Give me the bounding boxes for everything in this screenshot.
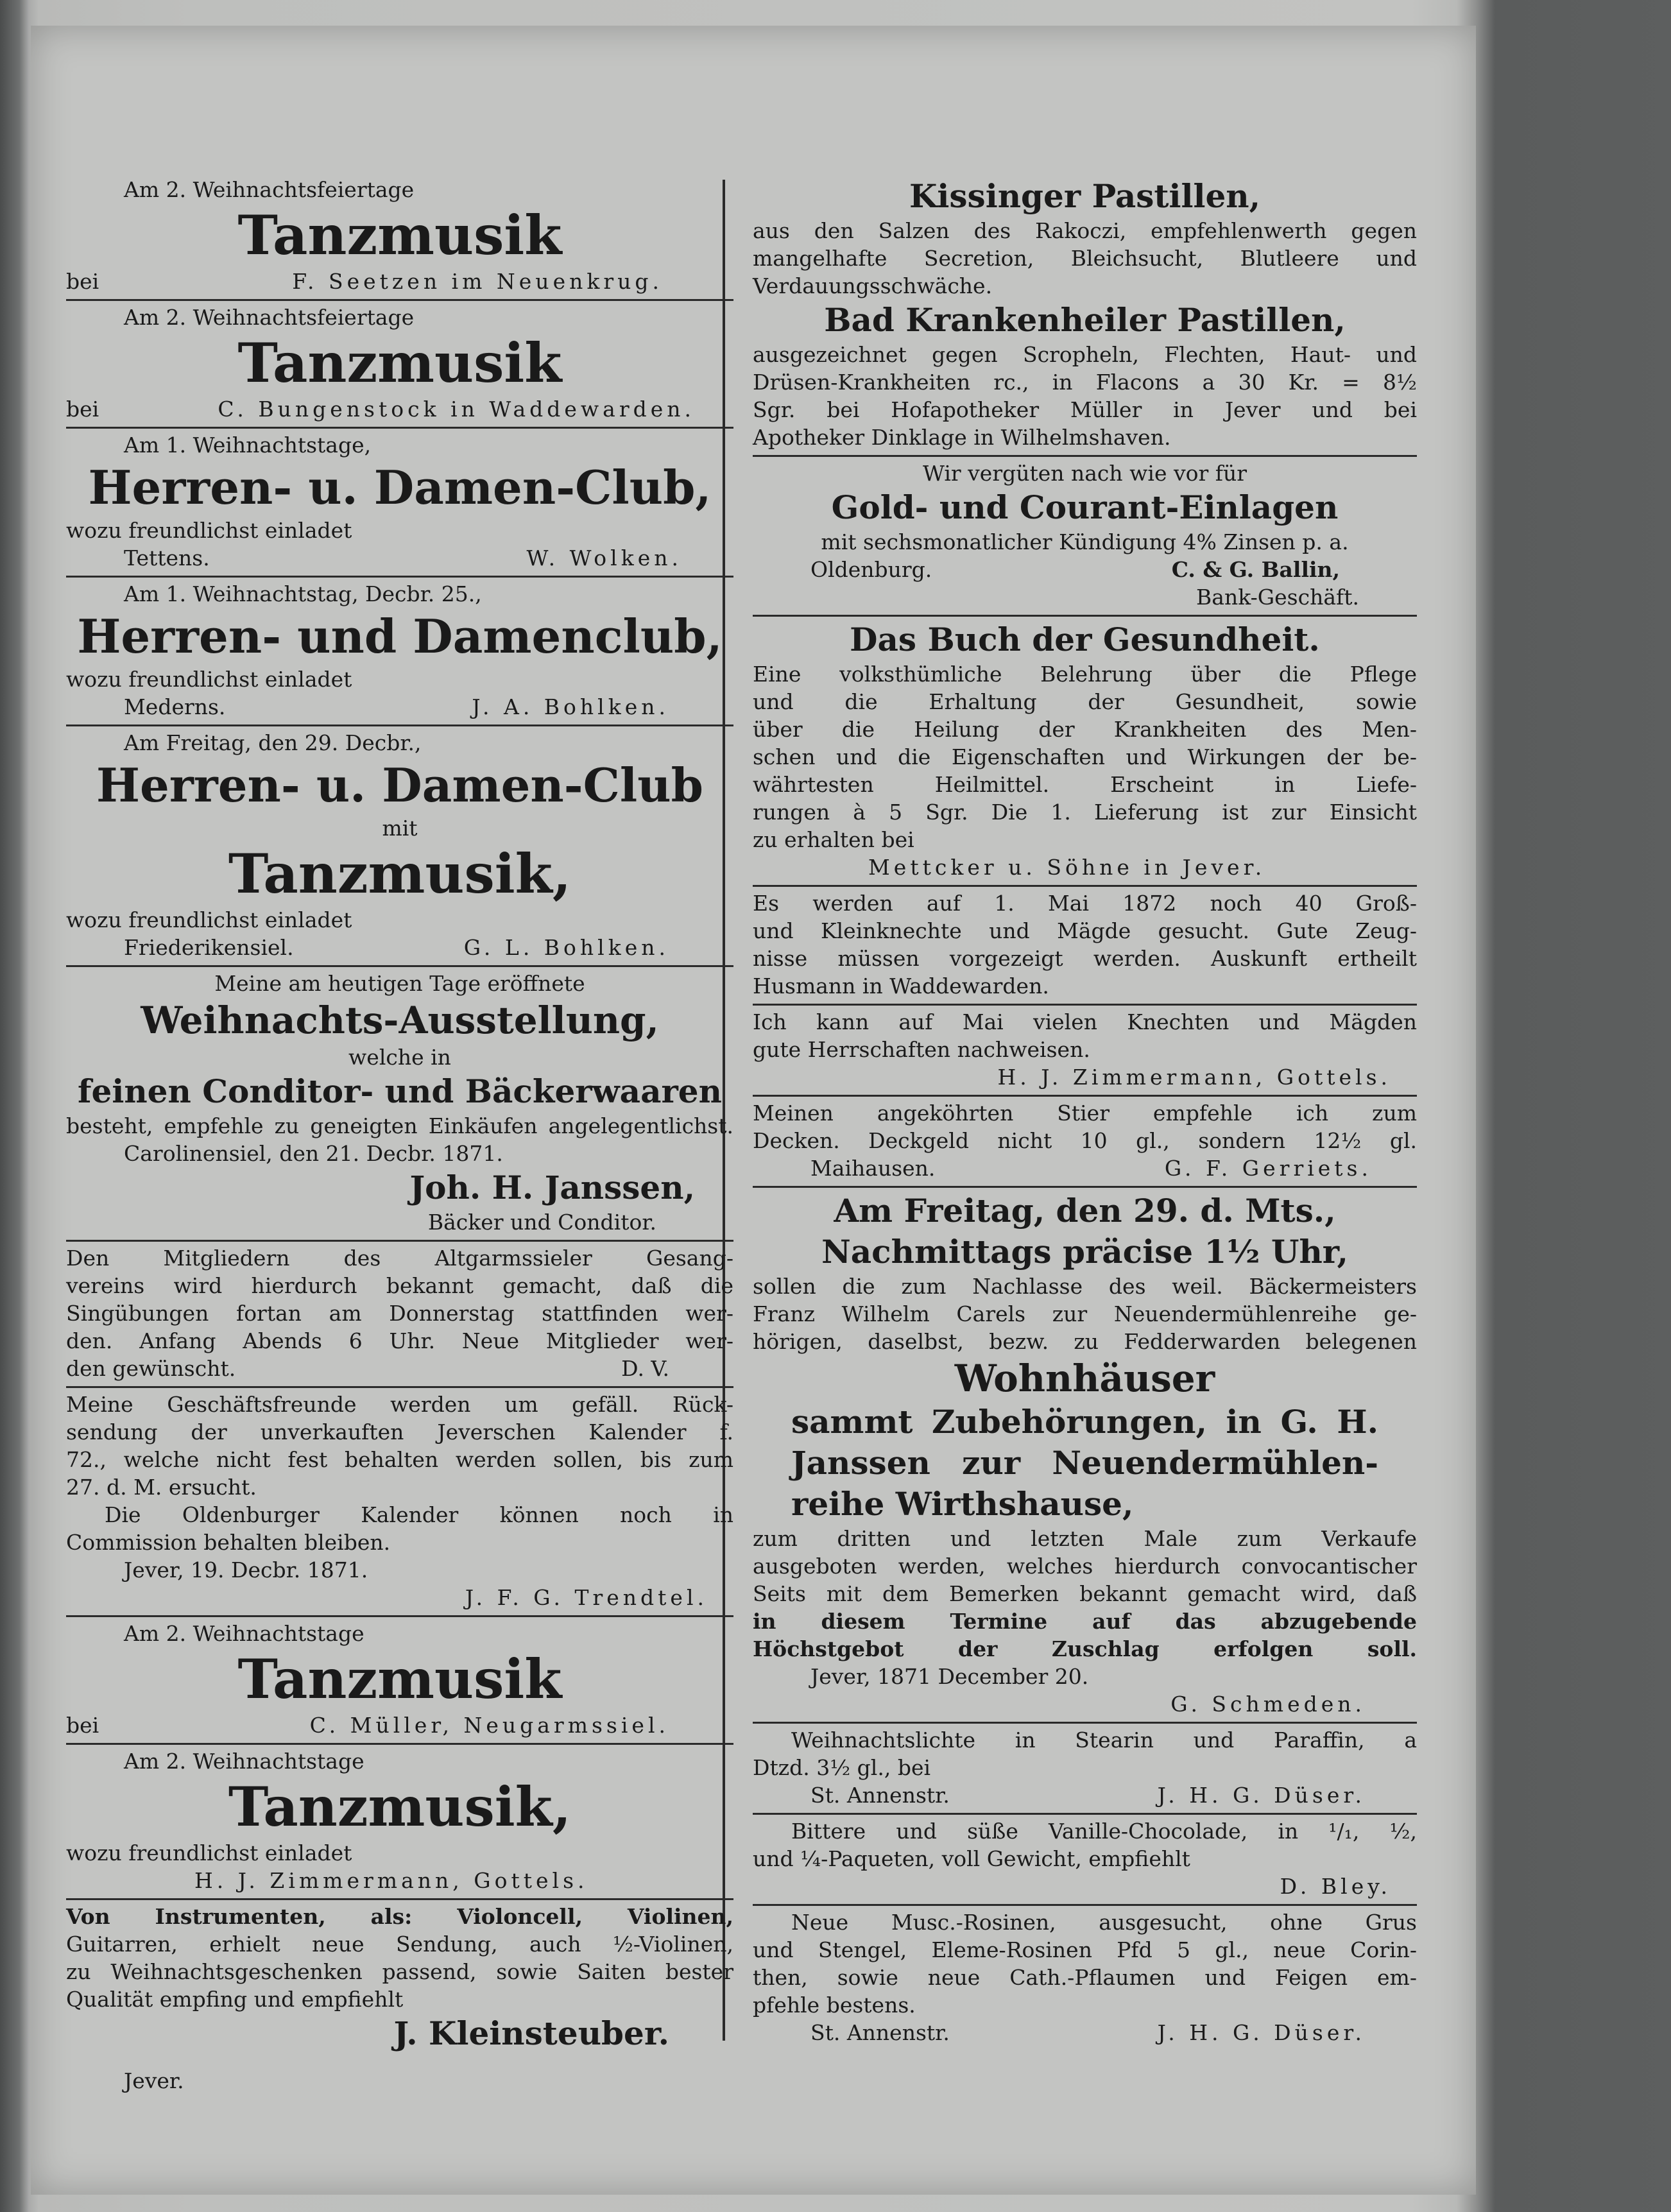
ad-mit: mit [382,816,418,841]
ad-text-line: Verdauungsschwäche. [753,273,993,298]
ad-host-row [66,544,733,572]
ad-gesangverein [66,1242,733,1388]
ad-place: Jever. [124,2068,184,2093]
ad-bei: bei [66,269,99,294]
ad-host: C. Müller, Neugarmssiel. [309,1713,669,1738]
ad-intro: Am 2. Weihnachtsfeiertage [124,177,415,202]
ad-date: Jever, 1871 December 20. [810,1664,1089,1689]
ad-invite: wozu freundlichst einladet [66,907,352,932]
ad-big-line: reihe Wirthshause, [791,1485,1134,1523]
ad-signature: H. J. Zimmermann, Gottels. [997,1065,1391,1090]
ad-text-line: Qualität empfing und empfiehlt [66,1987,404,2012]
ad-text-line: in diesem Termine auf das abzugebende [753,1609,1417,1634]
ad-text-line: Höchstgebot der Zuschlag erfolgen soll. [753,1636,1417,1661]
ad-knechte-maegde [753,887,1417,1006]
ad-text-line: Ich kann auf Mai vielen Knechten und Mägden [753,1009,1417,1034]
ad-intro: Am 2. Weihnachtstage [124,1749,364,1774]
ad-headline: Herren- u. Damen-Club, [88,460,712,515]
ad-verkauf-wohnhaeuser [753,1188,1417,1724]
ad-headline: Kissinger Pastillen, [909,177,1261,215]
ad-instrumente [66,1900,733,2098]
ad-invite: wozu freundlichst einladet [66,1840,352,1865]
ad-host-row [66,934,733,961]
ad-signature: G. Schmeden. [1170,1692,1366,1717]
ad-tanzmusik-bungenstock [66,301,733,429]
ad-bei: bei [66,397,99,422]
ad-text-line: ausgeboten werden, welches hierdurch convocantischer [753,1554,1417,1579]
ad-text-line: Neue Musc.-Rosinen, ausgesucht, ohne Grus [791,1910,1417,1935]
ad-signature: D. Bley. [1280,1874,1391,1899]
ad-place: St. Annenstr. [810,1783,950,1808]
ad-text-line: vereins wird hierdurch bekannt gemacht, daß die [66,1273,733,1298]
ad-intro: Am 2. Weihnachtsfeiertage [124,305,415,330]
ad-text: mit sechsmonatlicher Kündigung 4% Zinsen p. a. [821,529,1349,554]
ad-text-line: Sgr. bei Hofapotheker Müller in Jever und bei [753,397,1417,422]
ad-rosinen [753,1906,1417,2050]
right-column [753,173,1417,2050]
ad-text-line: mangelhafte Secretion, Bleichsucht, Blutleere und [753,246,1417,271]
ad-text-line: Eine volksthümliche Belehrung über die Pflege [753,662,1417,687]
ad-pastillen [753,173,1417,457]
ad-text-line: Franz Wilhelm Carels zur Neuendermühlenreihe ge- [753,1301,1417,1326]
ad-firm-row [753,556,1417,583]
ad-text-line: Dtzd. 3½ gl., bei [753,1755,931,1780]
ad-text-line: Bittere und süße Vanille-Chocolade, in ¹/₁, ½, [791,1819,1417,1844]
ad-intro: Am 2. Weihnachtstage [124,1621,364,1646]
ad-headline: Tanzmusik, [228,1775,572,1839]
ad-text-line: Weihnachtslichte in Stearin und Paraffin, a [791,1728,1417,1753]
ad-date: Jever, 19. Decbr. 1871. [124,1557,368,1582]
ad-headline: Tanzmusik [237,203,562,267]
ad-text-line: nisse müssen vorgezeigt werden. Auskunft ertheilt [753,946,1417,971]
ad-text-line: und Kleinknechte und Mägde gesucht. Gute Zeug- [753,918,1417,943]
ad-headline: Am Freitag, den 29. d. Mts., [834,1192,1336,1230]
ad-host: C. Bungenstock in Waddewarden. [218,397,695,422]
ad-place: Tettens. [124,545,210,570]
ad-text-line: sendung der unverkauften Jeverschen Kalender f. [66,1419,733,1445]
ad-club-wolken [66,429,733,578]
ad-text-line: über die Heilung der Krankheiten des Men- [753,717,1417,742]
ad-place: Oldenburg. [810,557,932,582]
ad-place: Friederikensiel. [124,935,294,960]
ad-invite: wozu freundlichst einladet [66,518,352,543]
ad-text-line: Husmann in Waddewarden. [753,973,1049,999]
ad-invite: wozu freundlichst einladet [66,667,352,692]
ad-text-line: rungen à 5 Sgr. Die 1. Lieferung ist zur Einsicht [753,800,1417,825]
ad-headline-2: Tanzmusik, [228,842,572,905]
ad-place: St. Annenstr. [810,2020,950,2045]
ad-host: W. Wolken. [526,545,682,570]
ad-text-line: Von Instrumenten, als: Violoncell, Violinen, [66,1904,733,1929]
ad-weihnachtslichte [753,1724,1417,1815]
ad-signature: Mettcker u. Söhne in Jever. [868,855,1266,880]
ad-headline-3: Wohnhäuser [954,1357,1215,1400]
ad-tanzmusik-seetzen [66,173,733,301]
ad-host: J. A. Bohlken. [472,694,669,719]
ad-intro: Am Freitag, den 29. Decbr., [124,730,422,755]
ad-goods: feinen Conditor- und Bäckerwaaren [78,1072,722,1110]
ad-text-line: aus den Salzen des Rakoczi, empfehlenwerth gegen [753,218,1417,243]
ad-text-line: und ¼-Paqueten, voll Gewicht, empfiehlt [753,1846,1190,1871]
ad-headline-2: Bad Krankenheiler Pastillen, [824,301,1346,339]
ad-text-line: pfehle bestens. [753,1993,916,2018]
ad-text-line: hörigen, daselbst, bezw. zu Fedderwarden belegenen [753,1329,1417,1354]
ad-text-line: zu erhalten bei [753,827,914,852]
ad-intro: Wir vergüten nach wie vor für [922,461,1247,486]
ad-trade: Bank-Geschäft. [1196,585,1359,610]
ad-text-line: und die Erhaltung der Gesundheit, sowie [753,689,1417,714]
ad-headline: Herren- u. Damen-Club [96,758,703,812]
ad-intro: Meine am heutigen Tage eröffnete [214,971,585,996]
ad-sig-row [753,2019,1417,2046]
newspaper-page [31,26,1476,2195]
ad-text-line: sollen die zum Nachlasse des weil. Bäckermeisters [753,1274,1417,1299]
ad-text-line: Meine Geschäftsfreunde werden um gefäll. Rück- [66,1392,733,1417]
ad-headline: Tanzmusik [237,331,562,395]
ad-intro: Am 1. Weihnachtstag, Decbr. 25., [124,581,482,606]
ad-headline: Gold- und Courant-Einlagen [831,488,1339,526]
ad-firm: C. & G. Ballin, [1171,557,1340,582]
ad-text-line: Decken. Deckgeld nicht 10 gl., sondern 12½ gl. [753,1128,1417,1153]
ad-text: besteht, empfehle zu geneigten Einkäufen angelegentlichst. [66,1113,733,1138]
ad-text-line: Guitarren, erhielt neue Sendung, auch ½-Violinen, [66,1932,733,1957]
ad-signature: Joh. H. Janssen, [409,1169,695,1206]
ad-text-line: Singübungen fortan am Donnerstag stattfinden wer- [66,1301,733,1326]
ad-text-line: ausgezeichnet gegen Scropheln, Flechten, Haut- und [753,342,1417,367]
ad-date: Carolinensiel, den 21. Decbr. 1871. [124,1141,503,1166]
ad-headline: Herren- und Damenclub, [77,609,723,664]
ad-intro: Am 1. Weihnachtstage, [124,433,372,458]
ad-signature: D. V. [621,1356,669,1381]
ad-trade: Bäcker und Conditor. [427,1210,656,1235]
ad-headline-2: Nachmittags präcise 1½ Uhr, [821,1233,1348,1271]
ad-host-row [66,693,733,721]
ad-sig-row [753,1781,1417,1809]
ad-text-line: schen und die Eigenschaften und Wirkungen der be- [753,744,1417,769]
ad-last-row [66,1355,733,1382]
ad-text-line: währtesten Heilmittel. Erscheint in Liefe- [753,772,1417,797]
ad-stier [753,1097,1417,1188]
ad-host-row [66,1711,733,1739]
ad-text-line: Den Mitgliedern des Altgarmssieler Gesang- [66,1246,733,1271]
ad-text-line: und Stengel, Eleme-Rosinen Pfd 5 gl., neue Corin- [753,1937,1417,1962]
ad-headline: Das Buch der Gesundheit. [850,621,1320,658]
ad-host: H. J. Zimmermann, Gottels. [194,1868,588,1893]
ad-text-line: zu Weihnachtsgeschenken passend, sowie Saiten bester [66,1959,733,1984]
ad-headline: Weihnachts-Ausstellung, [141,999,659,1042]
ad-text-line: Es werden auf 1. Mai 1872 noch 40 Groß- [753,891,1417,916]
ad-text-line: Apotheker Dinklage in Wilhelmshaven. [753,425,1171,450]
ad-host-row [66,395,733,423]
ad-host: G. L. Bohlken. [463,935,669,960]
ad-signature: J. H. G. Düser. [1157,2020,1366,2045]
ad-text-line: den gewünscht. [66,1356,236,1381]
ad-buch-gesundheit [753,617,1417,887]
ad-text-line: 72., welche nicht fest behalten werden sollen, bis zum [66,1447,733,1472]
ad-welche: welche in [348,1045,451,1070]
ad-headline: Tanzmusik [237,1647,562,1711]
ad-place: Maihausen. [810,1156,936,1181]
ad-text-line: then, sowie neue Cath.-Pflaumen und Feigen em- [753,1965,1417,1990]
ad-signature: J. H. G. Düser. [1157,1783,1366,1808]
ad-sig-row [753,1154,1417,1182]
left-column [66,173,733,2098]
ad-tanzmusik-mueller [66,1617,733,1745]
ad-text-line: Commission behalten bleiben. [66,1530,391,1555]
ad-text-line: Seits mit dem Bemerken bekannt gemacht wird, daß [753,1581,1417,1606]
ad-host-row [66,268,733,295]
ad-text-line: 27. d. M. ersucht. [66,1475,257,1500]
ad-signature: J. F. G. Trendtel. [465,1585,708,1610]
ad-text-line: den. Anfang Abends 6 Uhr. Neue Mitglieder wer- [66,1328,733,1353]
ad-kalender-trendtel [66,1388,733,1617]
ad-ballin-bank [753,457,1417,617]
ad-signature: J. Kleinsteuber. [393,2014,669,2052]
ad-zimmermann-vermittlung [753,1006,1417,1097]
ad-chocolade [753,1815,1417,1906]
ad-text-line: Meinen angeköhrten Stier empfehle ich zum [753,1101,1417,1126]
ad-bei: bei [66,1713,99,1738]
ad-host: F. Seetzen im Neuenkrug. [292,269,663,294]
ad-tanzmusik-zimmermann [66,1745,733,1900]
ad-signature: G. F. Gerriets. [1164,1156,1372,1181]
ad-text-line: gute Herrschaften nachweisen. [753,1037,1090,1062]
ad-club-bohlken [66,578,733,726]
ad-big-line: Janssen zur Neuendermühlen- [791,1444,1378,1482]
ad-weihnachts-ausstellung [66,967,733,1242]
ad-text-line: Drüsen-Krankheiten rc., in Flacons a 30 Kr. = 8½ [753,370,1417,395]
ad-big-line: sammt Zubehörungen, in G. H. [791,1403,1378,1441]
ad-place: Mederns. [124,694,226,719]
ad-text-line: zum dritten und letzten Male zum Verkaufe [753,1526,1417,1551]
ad-club-friederikensiel [66,726,733,967]
ad-text-line: Die Oldenburger Kalender können noch in [105,1502,733,1527]
